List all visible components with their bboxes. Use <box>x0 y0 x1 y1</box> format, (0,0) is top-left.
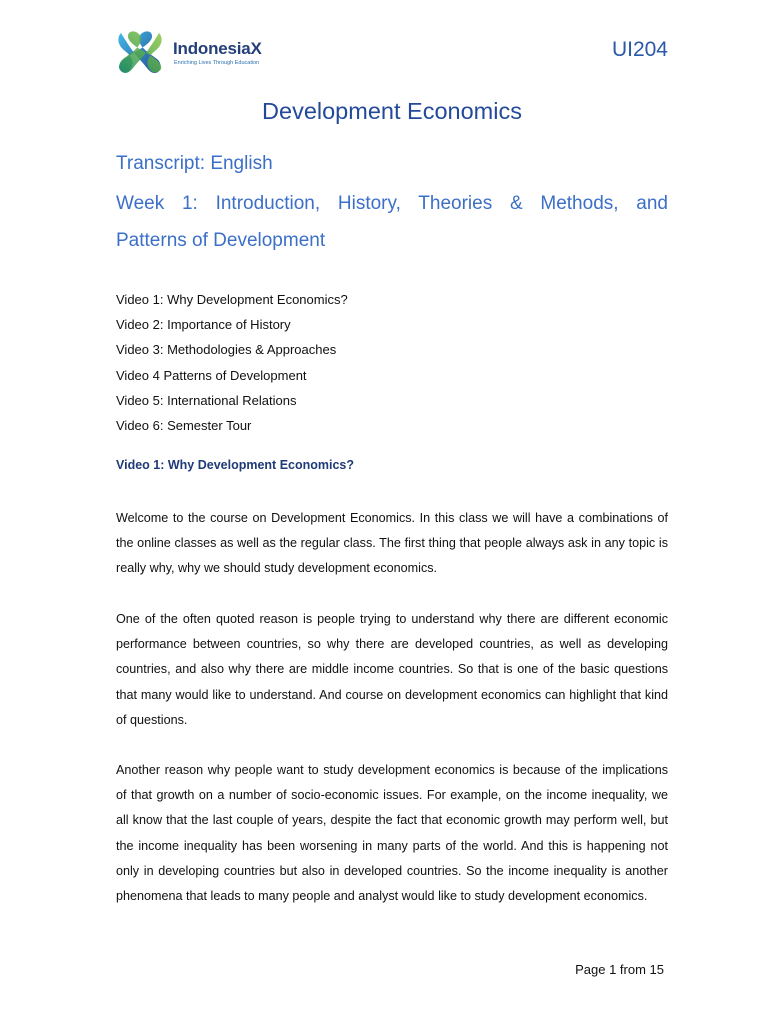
week-heading-line-1: Week 1: Introduction, History, Theories & Methods, and <box>116 193 668 214</box>
indonesiax-logo-mark-icon <box>115 29 165 75</box>
video-list-item: Video 6: Semester Tour <box>116 417 252 433</box>
section-heading: Video 1: Why Development Economics? <box>116 458 355 472</box>
week-heading <box>116 185 668 259</box>
indonesiax-logo <box>115 29 285 75</box>
video-list-item: Video 4 Patterns of Development <box>116 367 307 383</box>
video-list-item: Video 1: Why Development Economics? <box>116 292 348 307</box>
paragraph: Welcome to the course on Development Economics. In this class we will have a combinations of the online classes as well as the regular class. The first thing that people always ask in any topic is really why, why we should study development economics. <box>116 511 668 576</box>
video-list-item: Video 3: Methodologies & Approaches <box>116 342 337 358</box>
course-code: UI204 <box>611 38 668 61</box>
transcript-heading: Transcript: English <box>116 153 273 174</box>
page-number: Page 1 from 15 <box>575 962 664 977</box>
week-heading-line-2: Patterns of Development <box>116 230 326 251</box>
video-list <box>116 287 348 438</box>
document-title: Development Economics <box>262 98 522 124</box>
video-list-item: Video 5: International Relations <box>116 392 297 408</box>
video-list-item: Video 2: Importance of History <box>116 317 291 333</box>
paragraph: Another reason why people want to study development economics is because of the implications of that growth on a number of socio-economic issues. For example, on the income inequality, we all know that the last couple of years, despite the fact that economic growth may perform well, but the income inequality has been worsening in many parts of the world. And this is happening not only in developing countries but also in developed countries. So the income inequality is another phenomena that leads to many people and analyst would like to study development economics. <box>116 763 668 904</box>
logo-tagline: Enriching Lives Through Education <box>174 60 260 66</box>
logo-name: IndonesiaX <box>173 39 262 58</box>
paragraph: One of the often quoted reason is people trying to understand why there are different economic performance between countries, so why there are developed countries, as well as developing countries, and also why there are middle income countries. So that is one of the basic questions that many would like to understand. And course on development economics can highlight that kind of questions. <box>116 612 668 727</box>
